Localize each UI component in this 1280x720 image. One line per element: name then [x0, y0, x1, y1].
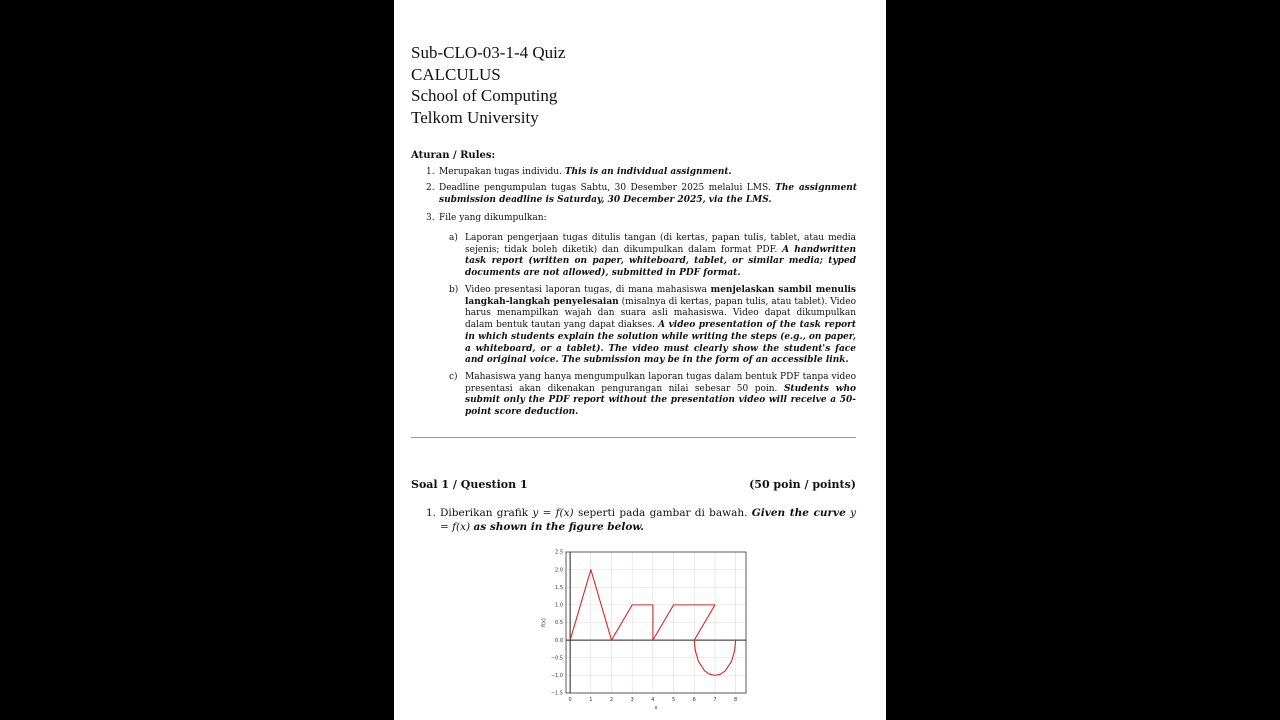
y-tick-label: 2.0	[555, 567, 563, 574]
rule-text: File yang dikumpulkan:	[439, 213, 547, 223]
y-tick-label: 0.0	[555, 637, 563, 644]
subitem-text-english: Students who submit only the PDF report without the presentation video will receive a 50-point score deduction.	[465, 383, 856, 418]
question-points: (50 poin / points)	[749, 478, 856, 491]
x-tick-label: 1	[589, 697, 593, 703]
subitem-label: a)	[449, 233, 458, 243]
x-tick-label: 4	[651, 697, 655, 703]
y-tick-label: 1.0	[555, 602, 563, 609]
rule-text: Merupakan tugas individu.	[439, 167, 562, 177]
question-title: Soal 1 / Question 1	[411, 478, 528, 491]
y-tick-label: 0.5	[555, 620, 563, 627]
rule-number: 3.	[426, 213, 435, 223]
math-expression: y = f(x)	[532, 507, 574, 519]
question-text-english: Given the curve	[751, 507, 846, 519]
title-line-university: Telkom University	[411, 107, 539, 127]
x-tick-label: 3	[630, 697, 634, 703]
rule-number: 1.	[426, 167, 435, 177]
x-tick-label: 2	[609, 697, 614, 703]
rule-text-english: The assignment submission deadline is Saturday, 30 December 2025, via the LMS.	[439, 183, 857, 205]
subitem-label: c)	[449, 372, 458, 382]
question-text: Diberikan grafik	[440, 507, 529, 519]
x-tick-label: 6	[692, 697, 696, 703]
y-tick-label: −0.5	[550, 655, 563, 662]
question-header	[411, 478, 856, 491]
subitem-text-bold: menjelaskan sambil menulis langkah-langkah penyelesaian	[465, 285, 856, 307]
rule-number: 2.	[426, 183, 435, 193]
x-tick-label: 7	[713, 697, 717, 703]
title-line-course: CALCULUS	[411, 64, 501, 84]
question-number: 1.	[426, 507, 437, 519]
subitem-text-english: A video presentation of the task report in which students explain the solution while writing the steps (e.g., on paper, a whiteboard, or a tablet). The video must clearly show the student's face and original voice. The submission may be in the form of an accessible link.	[465, 320, 857, 366]
document-page	[394, 0, 886, 720]
subitem-text: Mahasiswa yang hanya mengumpulkan laporan tugas dalam bentuk PDF tanpa video presentasi akan dikenakan pengurangan nilai sebesar 50 poin.	[465, 372, 856, 394]
x-tick-label: 5	[671, 697, 676, 703]
rules-heading: Aturan / Rules:	[411, 150, 496, 161]
x-tick-label: 0	[568, 697, 572, 703]
rule-text-english: This is an individual assignment.	[564, 167, 732, 177]
y-tick-label: −1.0	[550, 673, 563, 680]
document-title	[411, 42, 565, 128]
y-tick-label: −1.5	[550, 690, 563, 697]
question-text-cont: seperti pada gambar di bawah.	[577, 507, 748, 519]
title-line-school: School of Computing	[411, 86, 558, 105]
subitem-text: Laporan pengerjaan tugas ditulis tangan (di kertas, papan tulis, tablet, atau media sejenis; tidak boleh diketik) dan dikumpulkan dalam format PDF.	[465, 233, 856, 255]
subitem-label: b)	[449, 285, 459, 295]
y-tick-label: 2.5	[555, 549, 563, 556]
function-graph	[536, 546, 756, 720]
question-text-english-cont: as shown in the figure below.	[473, 521, 644, 533]
math-expression-2: y = f(x)	[440, 507, 857, 533]
x-axis-label: x	[654, 705, 658, 711]
title-line-quiz: Sub-CLO-03-1-4 Quiz	[411, 43, 566, 62]
section-divider	[411, 437, 856, 438]
subitem-text-cont: (misalnya di kertas, papan tulis, atau tablet). Video harus menampilkan wajah dan suara asli mahasiswa. Video dapat dikumpulkan dalam bentuk tautan yang dapat diakses.	[465, 296, 856, 331]
x-tick-label: 8	[734, 697, 738, 703]
rule-text: Deadline pengumpulan tugas Sabtu, 30 Desember 2025 melalui LMS.	[439, 183, 771, 193]
y-tick-label: 1.5	[555, 584, 563, 591]
subitem-text-english: A handwritten task report (written on paper, whiteboard, tablet, or similar media; typed documents are not allowed), submitted in PDF format.	[465, 244, 856, 279]
y-axis-label: f(x)	[541, 618, 547, 627]
subitem-text: Video presentasi laporan tugas, di mana mahasiswa	[465, 285, 708, 295]
